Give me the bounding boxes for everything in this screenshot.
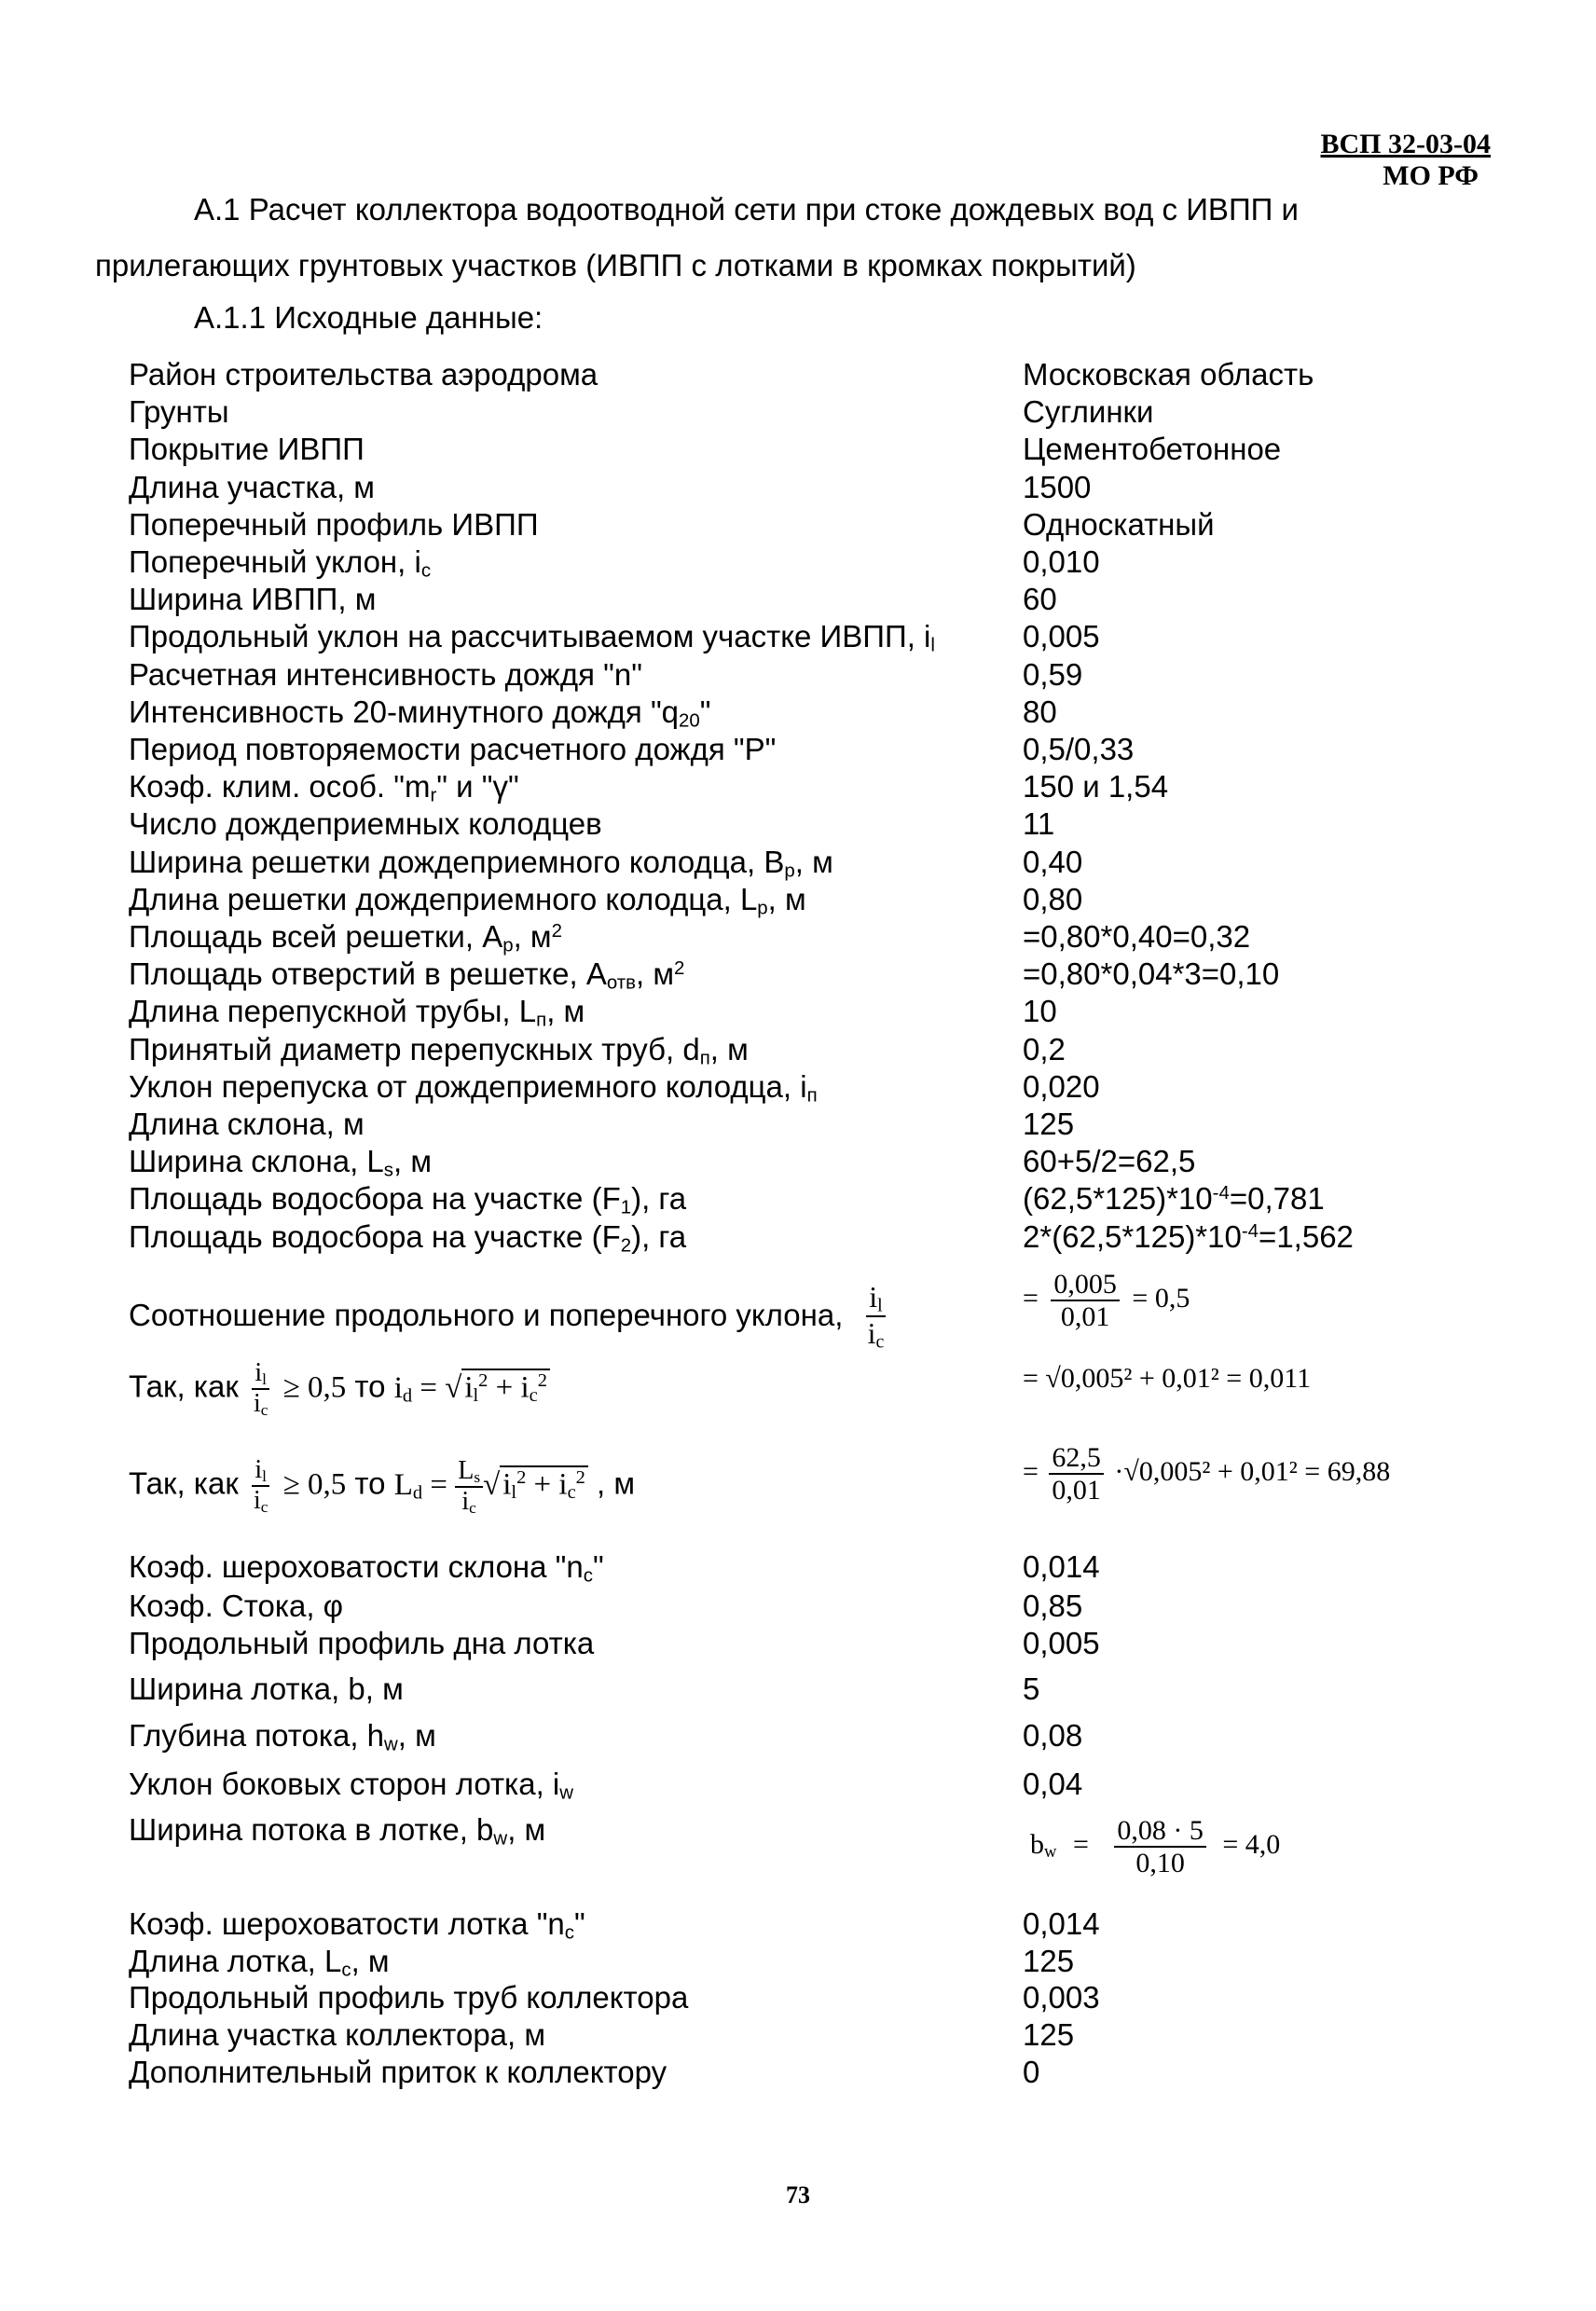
- id-ge: ≥ 0,5: [282, 1370, 347, 1405]
- row-label-suffix: ": [574, 1906, 585, 1941]
- row-value: [1023, 1032, 1066, 1067]
- row-label-text: Коэф. шероховатости лотка "n: [129, 1906, 565, 1941]
- row-label-text: Площадь водосбора на участке (F: [129, 1218, 621, 1254]
- row-value: [1023, 1069, 1100, 1105]
- row-value-text: 0,08: [1023, 1718, 1083, 1753]
- row-label-text: Грунты: [129, 394, 229, 430]
- id-frac-den: $i_c$: [253, 1389, 268, 1419]
- row-label-subscript: l: [930, 634, 935, 656]
- id-frac-num: $i_l$: [252, 1359, 269, 1390]
- row-label-text: Принятый диаметр перепускных труб, d: [129, 1031, 700, 1066]
- row-value: [1023, 806, 1054, 842]
- row-value: [1023, 1144, 1195, 1179]
- row-label: [129, 1718, 436, 1756]
- row-value: [1023, 1589, 1082, 1624]
- ratio-den: $i_c$: [867, 1316, 885, 1353]
- row-value: [1023, 507, 1215, 543]
- row-value-text: =0,80*0,40=0,32: [1023, 919, 1251, 954]
- ratio-label-row: [129, 1282, 887, 1353]
- bw-formula: [1030, 1816, 1280, 1878]
- row-value-text: 0,005: [1023, 1626, 1100, 1660]
- row-label-subscript: r: [430, 784, 437, 806]
- row-value: [1023, 1980, 1100, 2015]
- row-label-suffix: , м: [794, 844, 833, 879]
- row-value-text: Цементобетонное: [1023, 432, 1282, 467]
- title-line-1: А.1 Расчет коллектора водоотводной сети при стоке дождевых вод с ИВПП и: [194, 192, 1299, 227]
- row-value-suffix: =0,781: [1229, 1181, 1325, 1217]
- row-value: [1023, 956, 1279, 992]
- row-label-text: Ширина потока в лотке, b: [129, 1812, 494, 1847]
- row-label: [129, 1671, 404, 1707]
- row-label-subscript: s: [383, 1159, 393, 1181]
- row-label-text: Длина решетки дождеприемного колодца, L: [129, 881, 758, 916]
- row-value: [1023, 1626, 1100, 1661]
- row-label-suffix: ), га: [631, 1218, 687, 1254]
- row-label-text: Длина склона, м: [129, 1107, 365, 1141]
- row-label-text: Коэф. клим. особ. "m: [129, 769, 431, 805]
- row-value-text: 0,003: [1023, 1980, 1100, 2015]
- row-label-subscript: w: [384, 1733, 398, 1755]
- row-value: [1023, 2055, 1039, 2090]
- bw-fraction: [1114, 1816, 1206, 1878]
- row-label: [129, 1549, 604, 1588]
- row-label: [129, 470, 375, 505]
- row-label-subscript: w: [559, 1781, 574, 1804]
- row-label-subscript: 1: [620, 1196, 632, 1218]
- row-label: [129, 1589, 343, 1624]
- row-value: [1023, 1944, 1074, 1979]
- row-label: [129, 432, 365, 467]
- row-value-text: 2*(62,5*125)*10: [1023, 1218, 1242, 1254]
- bw-den: 0,10: [1135, 1847, 1185, 1878]
- row-value-text: 0,04: [1023, 1767, 1083, 1801]
- row-value: [1023, 470, 1091, 505]
- row-label: [129, 882, 806, 920]
- ld-value-fraction: [1049, 1443, 1104, 1506]
- ld-to: то: [354, 1465, 386, 1501]
- row-label: [129, 806, 602, 842]
- row-label: [129, 919, 562, 957]
- row-label-text: Уклон боковых сторон лотка, i: [129, 1767, 560, 1801]
- row-label-subscript: w: [493, 1827, 508, 1850]
- row-value-text: 0,40: [1023, 844, 1083, 879]
- row-label-text: Период повторяемости расчетного дождя "P": [129, 732, 777, 766]
- row-value: [1023, 432, 1281, 467]
- section-subtitle: А.1.1 Исходные данные:: [194, 300, 543, 335]
- row-label-subscript: c: [583, 1564, 593, 1587]
- row-value: [1023, 1671, 1039, 1707]
- page-number: 73: [786, 2181, 810, 2208]
- row-value: [1023, 582, 1057, 617]
- row-value: [1023, 357, 1314, 392]
- row-label-subscript: c: [420, 559, 432, 582]
- row-value: [1023, 1181, 1325, 1217]
- row-label: [129, 695, 710, 733]
- row-value-suffix: =1,562: [1259, 1218, 1354, 1254]
- ratio-value-num: 0,005: [1051, 1270, 1120, 1301]
- row-value: [1023, 657, 1082, 693]
- row-value-text: 0,005: [1023, 619, 1100, 654]
- row-value-text: 0,020: [1023, 1068, 1100, 1104]
- row-value-text: 10: [1023, 994, 1057, 1029]
- row-label: [129, 769, 519, 807]
- row-label: [129, 732, 776, 767]
- row-value: [1023, 2017, 1074, 2053]
- ratio-value-den: 0,01: [1060, 1300, 1110, 1332]
- row-label-text: Продольный уклон на рассчитываемом участке ИВПП, i: [129, 619, 931, 654]
- row-value: [1023, 732, 1134, 767]
- row-label-text: Поперечный профиль ИВПП: [129, 506, 539, 542]
- row-value: [1023, 1718, 1082, 1754]
- row-label: [129, 582, 376, 617]
- row-value: [1023, 394, 1153, 430]
- row-label-text: Ширина решетки дождеприемного колодца, B: [129, 844, 785, 879]
- ld-value-result: ·√0,005² + 0,01² = 69,88: [1114, 1456, 1391, 1488]
- doc-code: ВСП 32-03-04: [1320, 129, 1491, 159]
- row-label-subscript: п: [699, 1047, 710, 1069]
- row-label: [129, 1181, 686, 1219]
- row-value: [1023, 919, 1250, 955]
- row-value-text: 0,014: [1023, 1549, 1100, 1584]
- row-value: [1023, 619, 1100, 654]
- row-label-subscript: c: [564, 1921, 574, 1944]
- row-label-text: Расчетная интенсивность дождя "n": [129, 656, 642, 692]
- ld-formula-row: [129, 1456, 635, 1517]
- row-value-text: 125: [1023, 1107, 1075, 1141]
- row-label-text: Район строительства аэродрома: [129, 357, 598, 392]
- row-value-text: 5: [1023, 1671, 1040, 1706]
- row-label: [129, 1107, 365, 1142]
- ld-tak-kak: Так, как: [129, 1465, 239, 1501]
- row-label: [129, 657, 642, 693]
- ratio-value: [1023, 1270, 1190, 1332]
- row-label-text: Уклон перепуска от дождеприемного колодца, i: [129, 1068, 807, 1104]
- row-label-subscript: p: [757, 897, 768, 919]
- id-fraction: [251, 1359, 271, 1419]
- row-label: [129, 845, 833, 883]
- row-label-suffix: , м: [513, 919, 552, 954]
- row-value: [1023, 695, 1057, 730]
- row-value-text: 60: [1023, 582, 1057, 617]
- ld-value: [1023, 1443, 1390, 1506]
- row-label-suffix: " и "γ": [436, 769, 519, 805]
- row-value-text: 0,010: [1023, 544, 1100, 579]
- ld-ge: ≥ 0,5: [282, 1467, 347, 1502]
- row-label: [129, 357, 598, 392]
- row-label-subscript: 2: [620, 1234, 632, 1257]
- ld-inner-den: $i_c$: [461, 1487, 476, 1517]
- row-label-text: Покрытие ИВПП: [129, 432, 365, 467]
- row-label: [129, 544, 431, 583]
- row-value-text: 1500: [1023, 469, 1092, 504]
- id-formula-row: [129, 1359, 550, 1419]
- row-label-text: Продольный профиль труб коллектора: [129, 1980, 689, 2015]
- row-label-text: Ширина лотка, b, м: [129, 1671, 404, 1706]
- bw-num: 0,08 · 5: [1114, 1816, 1206, 1848]
- ld-eq: =: [1023, 1456, 1039, 1488]
- row-label-text: Площадь водосбора на участке (F: [129, 1181, 621, 1217]
- ld-fraction: [251, 1456, 271, 1516]
- bw-lhs: [1030, 1829, 1057, 1863]
- row-value-text: 0,59: [1023, 656, 1083, 692]
- row-value-text: Суглинки: [1023, 394, 1154, 430]
- row-value: [1023, 769, 1168, 805]
- doc-org: МО РФ: [1383, 160, 1479, 191]
- id-value: = √0,005² + 0,01² = 0,011: [1023, 1363, 1312, 1394]
- ld-inner-num: $L_s$: [455, 1457, 483, 1488]
- row-value-text: 150 и 1,54: [1023, 769, 1169, 805]
- bw-lhs-sub: w: [1044, 1842, 1057, 1863]
- ld-frac-den: $i_c$: [253, 1486, 268, 1516]
- row-label-suffix: , м: [351, 1944, 390, 1978]
- row-label-subscript: п: [536, 1009, 547, 1031]
- row-label-text: Длина участка коллектора, м: [129, 2017, 546, 2052]
- row-value-text: 0,2: [1023, 1031, 1066, 1066]
- row-label: [129, 1944, 390, 1982]
- ratio-num: $i_l$: [866, 1282, 885, 1317]
- row-label: [129, 1144, 432, 1182]
- row-label-superscript: 2: [674, 956, 685, 979]
- row-label-suffix: , м: [767, 881, 806, 916]
- row-label-text: Интенсивность 20-минутного дождя "q: [129, 694, 680, 729]
- row-label: [129, 956, 684, 995]
- row-label-suffix: ": [592, 1549, 604, 1584]
- ld-expression: $L_d$ = $\frac{L_s}{i_c}$ $√i_l^2 + i_c^2$: [394, 1468, 588, 1502]
- bw-lhs-b: b: [1030, 1829, 1044, 1861]
- row-label: [129, 994, 585, 1032]
- row-value-text: Московская область: [1023, 357, 1314, 392]
- row-label-text: Продольный профиль дна лотка: [129, 1626, 595, 1660]
- row-value-text: (62,5*125)*10: [1023, 1181, 1213, 1217]
- row-label-suffix: ), га: [631, 1181, 687, 1217]
- ratio-value-result: = 0,5: [1132, 1283, 1190, 1314]
- row-label: [129, 1626, 594, 1661]
- row-label-text: Площадь всей решетки, A: [129, 919, 503, 954]
- row-value-text: 60+5/2=62,5: [1023, 1144, 1196, 1179]
- row-label-text: Длина участка, м: [129, 469, 375, 504]
- row-value: [1023, 1767, 1082, 1802]
- row-value: [1023, 1906, 1100, 1942]
- row-label-text: Число дождеприемных колодцев: [129, 806, 602, 842]
- row-label: [129, 1906, 585, 1945]
- row-label: [129, 1219, 686, 1258]
- ratio-value-fraction: [1051, 1270, 1120, 1332]
- row-label-text: Длина перепускной трубы, L: [129, 994, 537, 1029]
- row-label: [129, 619, 935, 657]
- row-value: [1023, 1219, 1354, 1255]
- row-label-text: Коэф. шероховатости склона "n: [129, 1549, 584, 1584]
- row-value: [1023, 544, 1100, 580]
- row-label: [129, 1980, 688, 2015]
- row-value: [1023, 1107, 1074, 1142]
- row-value-text: 0: [1023, 2055, 1040, 2089]
- ld-value-den: 0,01: [1052, 1474, 1101, 1506]
- row-label-subscript: отв: [606, 971, 636, 994]
- row-label: [129, 394, 229, 430]
- row-label-suffix: , м: [397, 1718, 436, 1753]
- bw-result: = 4,0: [1222, 1829, 1281, 1861]
- row-label-text: Поперечный уклон, i: [129, 544, 421, 579]
- row-value-text: =0,80*0,04*3=0,10: [1023, 956, 1280, 992]
- ratio-eq: =: [1023, 1283, 1039, 1314]
- row-label-subscript: 20: [679, 709, 700, 732]
- row-label: [129, 2017, 545, 2053]
- row-label-text: Ширина склона, L: [129, 1144, 384, 1179]
- id-tak-kak: Так, как: [129, 1369, 239, 1404]
- bw-eq: =: [1072, 1829, 1089, 1861]
- row-label-subscript: c: [341, 1959, 351, 1981]
- row-label: [129, 507, 539, 543]
- id-expression: $i_d = √i_l^2 + i_c^2$: [394, 1371, 550, 1405]
- row-label-suffix: , м: [546, 994, 585, 1029]
- title-line-2: прилегающих грунтовых участков (ИВПП с лотками в кромках покрытий): [95, 248, 1136, 282]
- row-label: [129, 2055, 667, 2090]
- row-value-superscript: -4: [1241, 1219, 1259, 1242]
- row-value-superscript: -4: [1212, 1182, 1230, 1204]
- row-label-suffix: , м: [635, 956, 675, 992]
- row-value-text: 0,85: [1023, 1589, 1083, 1623]
- ld-value-num: 62,5: [1049, 1443, 1104, 1475]
- row-value-text: 125: [1023, 1944, 1075, 1978]
- row-label-suffix: , м: [709, 1031, 749, 1066]
- row-value-text: 80: [1023, 694, 1057, 729]
- ld-unit: , м: [597, 1465, 636, 1501]
- row-label-text: Глубина потока, h: [129, 1718, 385, 1753]
- row-value: [1023, 1549, 1100, 1585]
- row-label-suffix: , м: [392, 1144, 433, 1179]
- ld-frac-num: $i_l$: [252, 1456, 269, 1487]
- row-label-text: Площадь отверстий в решетке, A: [129, 956, 607, 992]
- row-label: [129, 1032, 749, 1070]
- row-value-text: 125: [1023, 2017, 1075, 2052]
- row-label: [129, 1069, 818, 1107]
- row-label: [129, 1812, 545, 1850]
- row-label-subscript: п: [806, 1084, 818, 1107]
- ratio-fraction: [865, 1282, 887, 1353]
- row-label-text: Длина лотка, L: [129, 1944, 342, 1978]
- row-value-text: 0,80: [1023, 881, 1083, 916]
- row-label-suffix: ": [699, 694, 711, 729]
- row-label-subscript: p: [784, 860, 795, 882]
- row-value-text: 0,014: [1023, 1906, 1100, 1941]
- row-value: [1023, 845, 1082, 880]
- row-label-text: Ширина ИВПП, м: [129, 582, 377, 617]
- row-value: [1023, 882, 1082, 917]
- ld-inner-fraction: [455, 1457, 483, 1517]
- id-to: то: [354, 1369, 386, 1404]
- row-value-text: 11: [1023, 806, 1055, 842]
- row-label-subscript: p: [502, 934, 514, 956]
- ratio-label: Соотношение продольного и поперечного уклона,: [129, 1297, 844, 1332]
- row-label-superscript: 2: [551, 919, 562, 942]
- row-value-text: Односкатный: [1023, 506, 1215, 542]
- row-label-text: Дополнительный приток к коллектору: [129, 2055, 667, 2089]
- row-label-text: Коэф. Стока, φ: [129, 1589, 344, 1623]
- row-value-text: 0,5/0,33: [1023, 732, 1135, 766]
- row-value: [1023, 994, 1057, 1029]
- row-label: [129, 1767, 573, 1805]
- row-label-suffix: , м: [507, 1812, 546, 1847]
